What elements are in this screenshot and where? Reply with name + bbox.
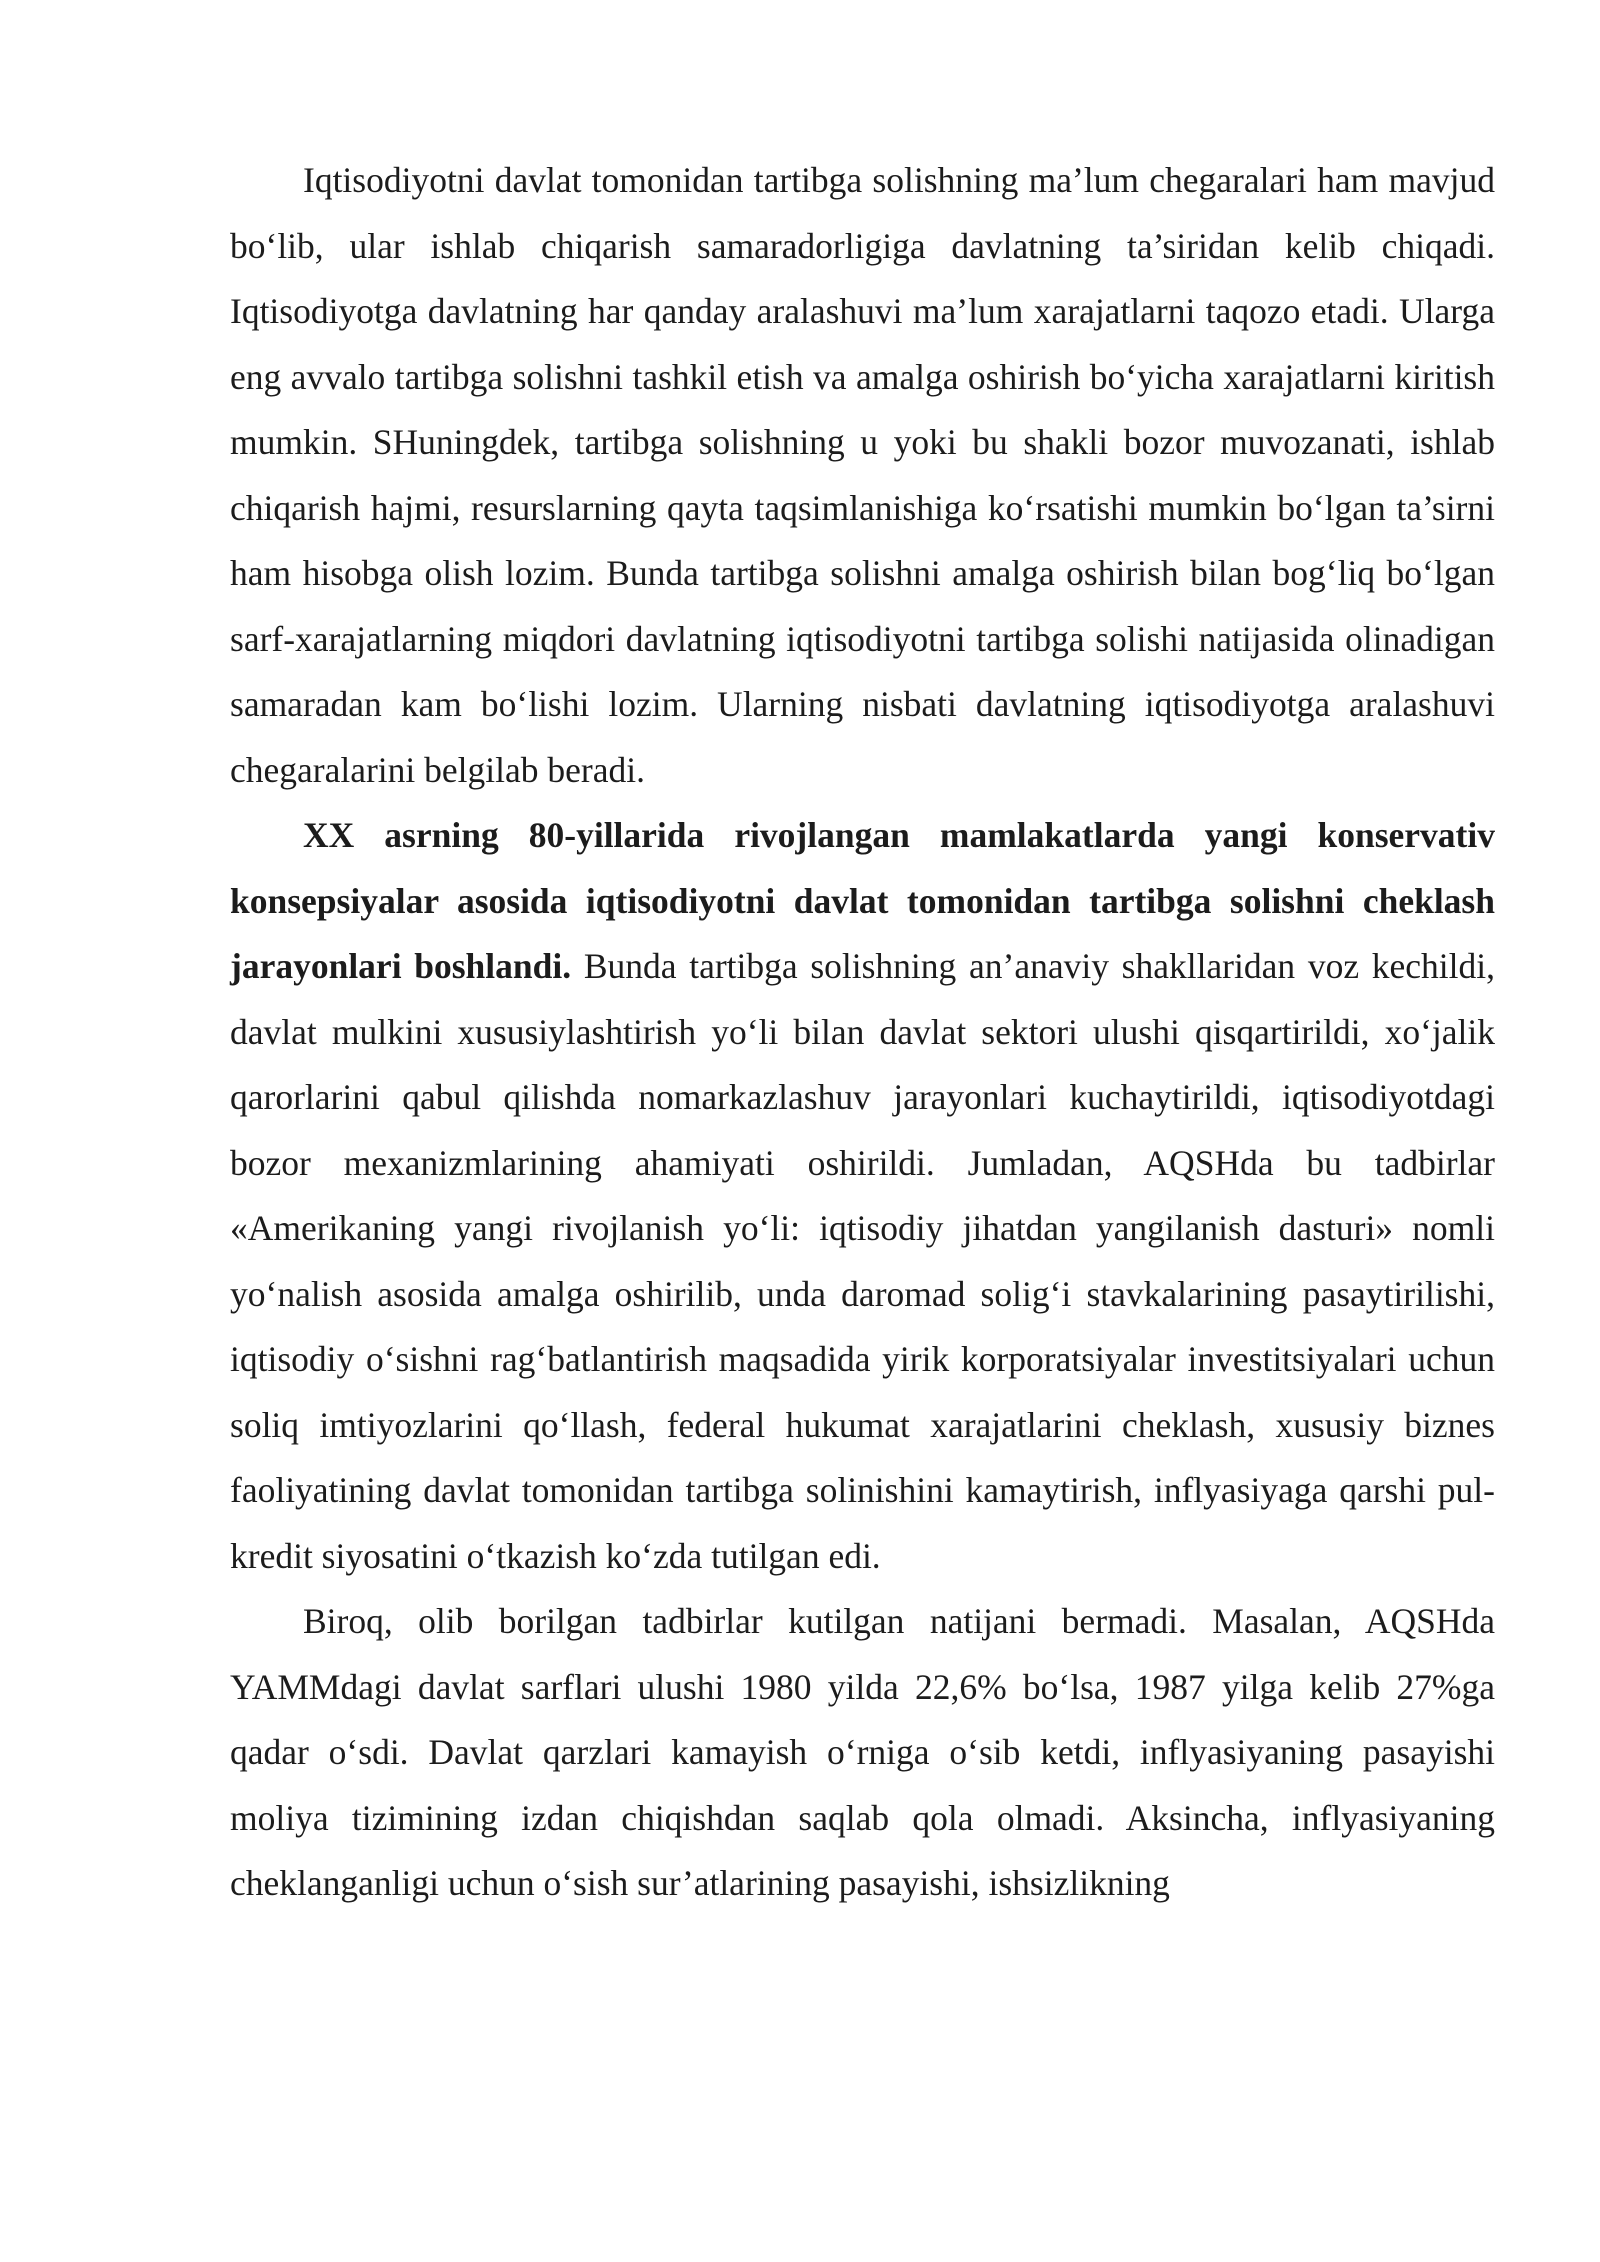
paragraph-1-text: Iqtisodiyotni davlat tomonidan tartibga solishning ma’lum chegaralari ham mavjud bo‘lib, ular ishlab chiqarish samaradorligiga davlatning ta’siridan kelib chiqadi. Iqtisodiyotga davlatning har qanday aralashuvi ma’lum xarajatlarni taqozo etadi. Ularga eng avvalo tartibga solishni tashkil etish va amalga oshirish bo‘yicha xarajatlarni kiritish mumkin. SHuningdek, tartibga solishning u yoki bu shakli bozor muvozanati, ishlab chiqarish hajmi, resurslarning qayta taqsimlanishiga ko‘rsatishi mumkin bo‘lgan ta’sirni ham hisobga olish lozim. Bunda tartibga solishni amalga oshirish bilan bog‘liq bo‘lgan sarf-xarajatlarning miqdori davlatning iqtisodiyotni tartibga solishi natijasida olinadigan samaradan kam bo‘lishi lozim. Ularning nisbati davlatning iqtisodiyotga aralashuvi chegaralarini belgilab beradi. [230,160,1495,790]
paragraph-3-text: Biroq, olib borilgan tadbirlar kutilgan natijani bermadi. Masalan, AQSHda YAMMdagi davlat sarflari ulushi 1980 yilda 22,6% bo‘lsa, 1987 yilga kelib 27%ga qadar o‘sdi. Davlat qarzlari kamayish o‘rniga o‘sib ketdi, inflyasiyaning pasayishi moliya tizimining izdan chiqishdan saqlab qola olmadi. Aksincha, inflyasiyaning cheklanganligi uchun o‘sish sur’atlarining pasayishi, ishsizlikning [230,1601,1495,1903]
paragraph-3 [230,1589,1495,1917]
paragraph-1 [230,148,1495,803]
paragraph-2-bold-lead: XX asrning 80-yillarida rivojlangan mamlakatlarda yangi konservativ konsepsiyalar asosida iqtisodiyotni davlat tomonidan tartibga solishni cheklash jarayonlari boshlandi. [230,815,1495,986]
paragraph-2-text: Bunda tartibga solishning an’anaviy shakllaridan voz kechildi, davlat mulkini xususiylashtirish yo‘li bilan davlat sektori ulushi qisqartirildi, xo‘jalik qarorlarini qabul qilishda nomarkazlashuv jarayonlari kuchaytirildi, iqtisodiyotdagi bozor mexanizmlarining ahamiyati oshirildi. Jumladan, AQSHda bu tadbirlar «Amerikaning yangi rivojlanish yo‘li: iqtisodiy jihatdan yangilanish dasturi» nomli yo‘nalish asosida amalga oshirilib, unda daromad solig‘i stavkalarining pasaytirilishi, iqtisodiy o‘sishni rag‘batlantirish maqsadida yirik korporatsiyalar investitsiyalari uchun soliq imtiyozlarini qo‘llash, federal hukumat xarajatlarini cheklash, xususiy biznes faoliyatining davlat tomonidan tartibga solinishini kamaytirish, inflyasiyaga qarshi pul-kredit siyosatini o‘tkazish ko‘zda tutilgan edi. [230,946,1495,1576]
paragraph-2 [230,803,1495,1589]
document-page [230,148,1495,1917]
